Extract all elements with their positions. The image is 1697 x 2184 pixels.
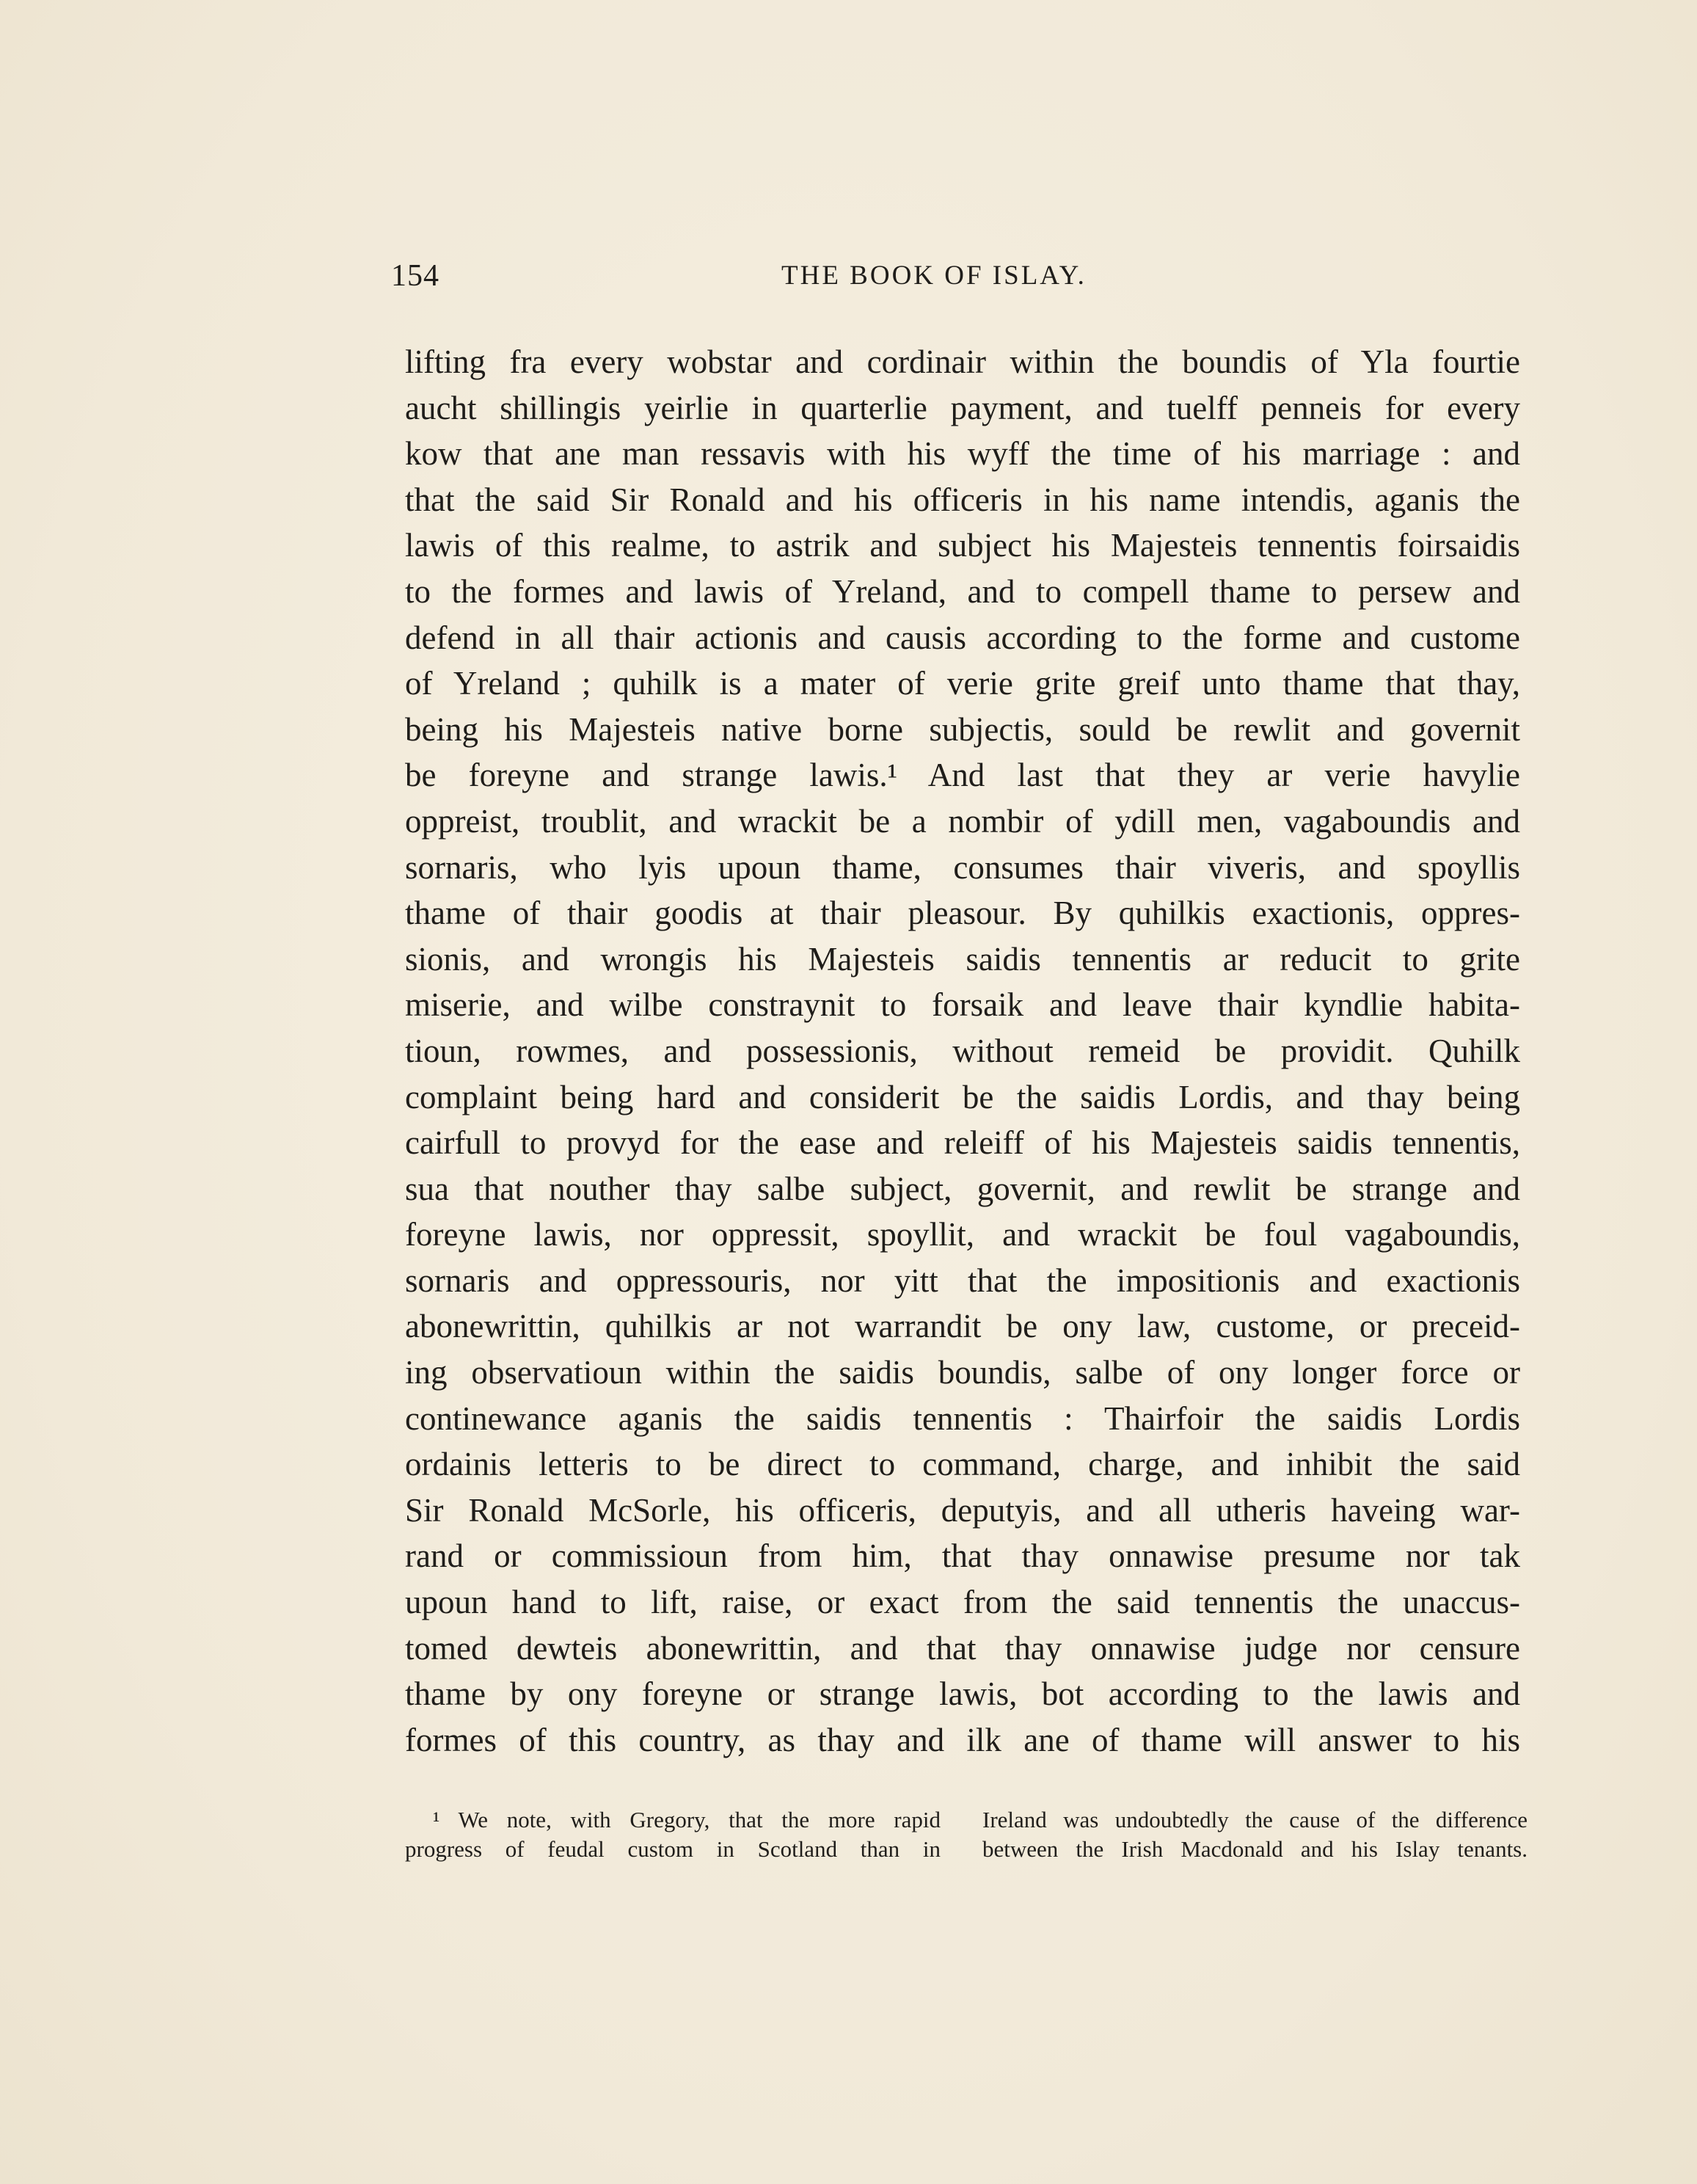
text-line: miserie, and wilbe constraynit to forsaik and leave thair kyndlie habita- (405, 986, 1520, 1024)
body-text (405, 339, 1520, 1763)
text-line: ing observatioun within the saidis boundis, salbe of ony longer force or (405, 1354, 1520, 1391)
text-line: of Yreland ; quhilk is a mater of verie grite greif unto thame that thay, (405, 665, 1520, 702)
text-line: oppreist, troublit, and wrackit be a nombir of ydill men, vagaboundis and (405, 802, 1520, 840)
text-line: Sir Ronald McSorle, his officeris, deputyis, and all utheris haveing war- (405, 1491, 1520, 1529)
text-line: kow that ane man ressavis with his wyff the time of his marriage : and (405, 435, 1520, 473)
text-line: aucht shillingis yeirlie in quarterlie payment, and tuelff penneis for every (405, 389, 1520, 426)
text-line: tioun, rowmes, and possessionis, without remeid be providit. Quhilk (405, 1032, 1520, 1069)
text-line: sornaris and oppressouris, nor yitt that the impositionis and exactionis (405, 1262, 1520, 1299)
text-line: be foreyne and strange lawis.¹ And last that they ar verie havylie (405, 757, 1520, 794)
text-line: thame of thair goodis at thair pleasour. By quhilkis exactionis, oppres- (405, 895, 1520, 932)
text-line: lifting fra every wobstar and cordinair within the boundis of Yla fourtie (405, 343, 1520, 380)
text-line: sionis, and wrongis his Majesteis saidis tennentis ar reducit to grite (405, 940, 1520, 978)
text-line: to the formes and lawis of Yreland, and to compell thame to persew and (405, 572, 1520, 610)
text-line: thame by ony foreyne or strange lawis, bot according to the lawis and (405, 1675, 1520, 1713)
text-line: upoun hand to lift, raise, or exact from the said tennentis the unaccus- (405, 1584, 1520, 1621)
footnotes (405, 1805, 1528, 1879)
page-number: 154 (391, 259, 439, 293)
footnote-line: between the Irish Macdonald and his Islay tenants. (982, 1836, 1528, 1862)
text-line: complaint being hard and considerit be the saidis Lordis, and thay being (405, 1078, 1520, 1115)
text-line: being his Majesteis native borne subjectis, sould be rewlit and governit (405, 710, 1520, 748)
text-line: tomed dewteis abonewrittin, and that thay onnawise judge nor censure (405, 1629, 1520, 1667)
text-line: formes of this country, as thay and ilk ane of thame will answer to his (405, 1721, 1520, 1758)
text-line: ordainis letteris to be direct to command, charge, and inhibit the said (405, 1446, 1520, 1483)
footnote-line: Ireland was undoubtedly the cause of the difference (982, 1807, 1528, 1832)
text-line: abonewrittin, quhilkis ar not warrandit be ony law, custome, or preceid- (405, 1308, 1520, 1345)
text-line: continewance aganis the saidis tennentis : Thairfoir the saidis Lordis (405, 1399, 1520, 1437)
text-line: cairfull to provyd for the ease and releiff of his Majesteis saidis tennentis, (405, 1124, 1520, 1162)
footnote-left-column (405, 1805, 941, 1864)
text-line: sua that nouther thay salbe subject, governit, and rewlit be strange and (405, 1170, 1520, 1207)
page-header (391, 258, 1527, 299)
footnote-line: ¹ We note, with Gregory, that the more rapid (433, 1807, 941, 1832)
text-line: sornaris, who lyis upoun thame, consumes thair viveris, and spoyllis (405, 848, 1520, 886)
text-line: lawis of this realme, to astrik and subject his Majesteis tennentis foirsaidis (405, 527, 1520, 564)
text-line: rand or commissioun from him, that thay onnawise presume nor tak (405, 1537, 1520, 1575)
footnote-line: progress of feudal custom in Scotland than in (405, 1836, 941, 1862)
text-line: foreyne lawis, nor oppressit, spoyllit, and wrackit be foul vagaboundis, (405, 1216, 1520, 1253)
text-line: defend in all thair actionis and causis according to the forme and custome (405, 619, 1520, 656)
footnote-right-column (982, 1805, 1528, 1864)
running-title: THE BOOK OF ISLAY. (781, 261, 1087, 291)
text-line: that the said Sir Ronald and his officeris in his name intendis, aganis the (405, 481, 1520, 518)
